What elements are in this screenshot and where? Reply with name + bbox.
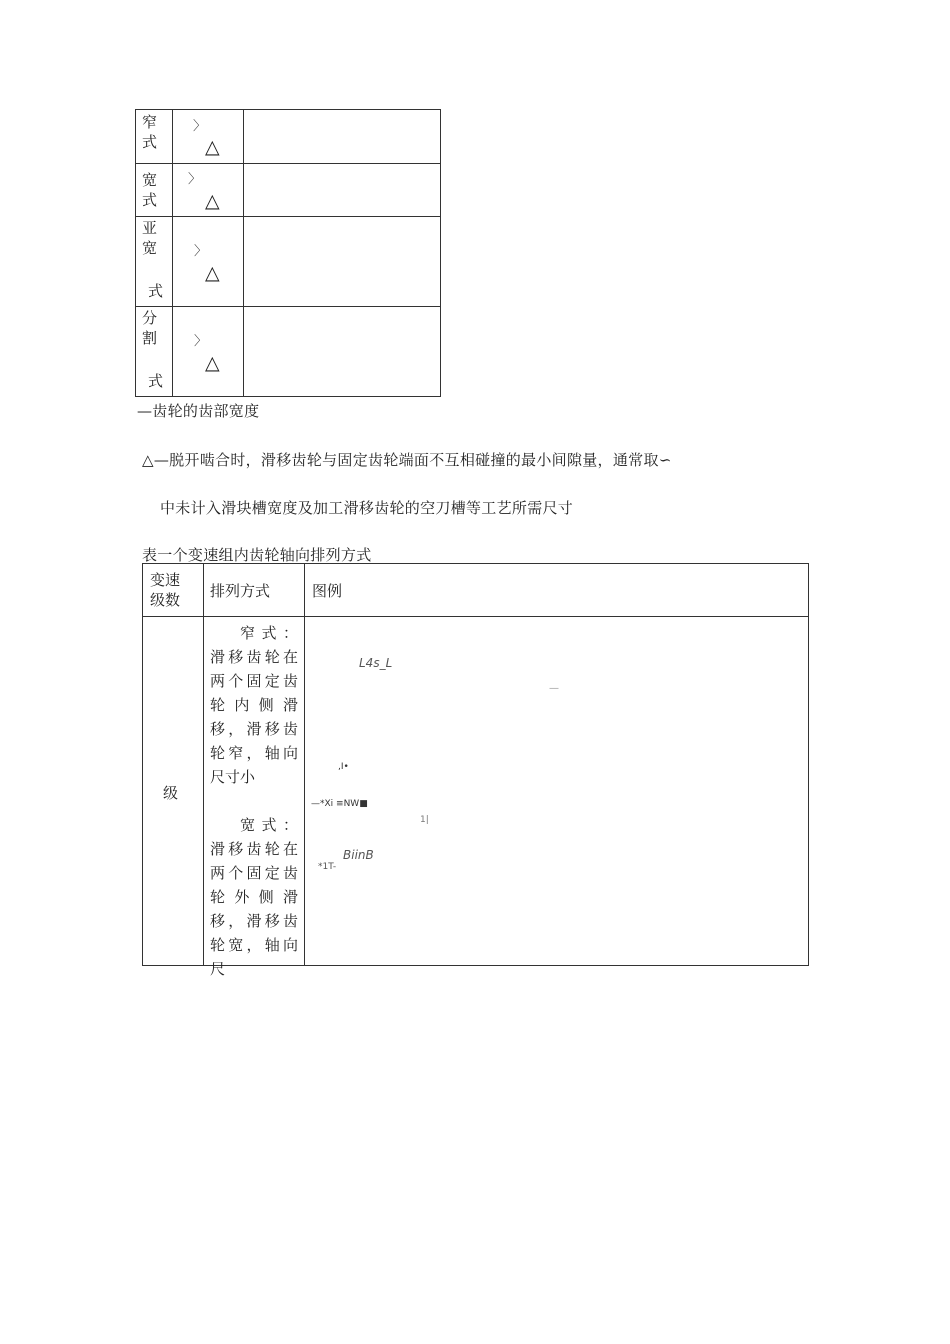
triangle-icon: △: [205, 262, 220, 284]
angle-symbol: 〉: [188, 172, 202, 187]
desc-narrow: 窄式：滑移齿轮在两个固定齿轮内侧滑移，滑移齿轮窄，轴向尺寸小: [210, 624, 298, 786]
figure-label: ,I•: [338, 762, 349, 772]
note-exclusion: 中未计入滑块槽宽度及加工滑移齿轮的空刀槽等工艺所需尺寸: [160, 499, 574, 517]
header-cell: [143, 564, 204, 617]
symbol-cell: [173, 110, 244, 164]
row-name-bottom: 式: [148, 372, 164, 390]
angle-symbol: 〉: [193, 119, 207, 134]
triangle-icon: △: [205, 352, 220, 374]
figure-cell: [305, 617, 809, 966]
row-name: 宽式: [142, 171, 158, 209]
desc-wide: 宽式：滑移齿轮在两个固定齿轮外侧滑移，滑移齿轮宽，轴向尺: [210, 816, 298, 978]
header-cell: [204, 564, 305, 617]
level-label: 级: [163, 784, 179, 802]
figure-label: —*Xi ≡NW■: [311, 799, 368, 809]
header-legend: 图例: [312, 582, 343, 600]
symbol-cell: [173, 307, 244, 397]
figure-label: *1T-: [318, 862, 337, 872]
table-row: [136, 110, 441, 164]
table-caption: 表一个变速组内齿轮轴向排列方式: [142, 546, 372, 564]
note-clearance: △—脱开啮合时，滑移齿轮与固定齿轮端面不互相碰撞的最小间隙量，通常取∽: [142, 451, 672, 469]
content-cell: [244, 307, 441, 397]
header-row: [143, 564, 809, 617]
row-name-cell: [136, 217, 173, 307]
row-name-cell: [136, 110, 173, 164]
row-name-cell: [136, 164, 173, 217]
header-arrangement: 排列方式: [210, 582, 271, 600]
figure-label: L4s_L: [359, 656, 393, 670]
angle-symbol: 〉: [194, 244, 208, 259]
row-name-cell: [136, 307, 173, 397]
angle-symbol: 〉: [194, 334, 208, 349]
header-cell: [305, 564, 809, 617]
figure-label: BiinB: [343, 848, 374, 862]
table-row: [136, 217, 441, 307]
table-row: [136, 164, 441, 217]
header-speed-levels: 变速级数: [150, 571, 181, 609]
gear-width-table: [135, 109, 441, 397]
figure-mark: —: [549, 683, 559, 694]
row-name-bottom: 式: [148, 282, 164, 300]
row-name-top: 分割: [142, 309, 158, 347]
symbol-cell: [173, 217, 244, 307]
row-name: 窄式: [142, 113, 158, 151]
note-gear-width: —齿轮的齿部宽度: [137, 402, 260, 420]
table-row: [143, 617, 809, 966]
figure-label: 1|: [420, 815, 429, 825]
table-row: [136, 307, 441, 397]
arrangement-cell: [204, 617, 305, 978]
gear-arrangement-table: [142, 563, 809, 978]
symbol-cell: [173, 164, 244, 217]
row-name-top: 亚宽: [142, 219, 158, 257]
content-cell: [244, 164, 441, 217]
content-cell: [244, 110, 441, 164]
triangle-icon: △: [205, 190, 220, 212]
content-cell: [244, 217, 441, 307]
level-cell: [143, 617, 204, 966]
arrangement-description: [210, 621, 298, 981]
triangle-icon: △: [205, 136, 220, 158]
